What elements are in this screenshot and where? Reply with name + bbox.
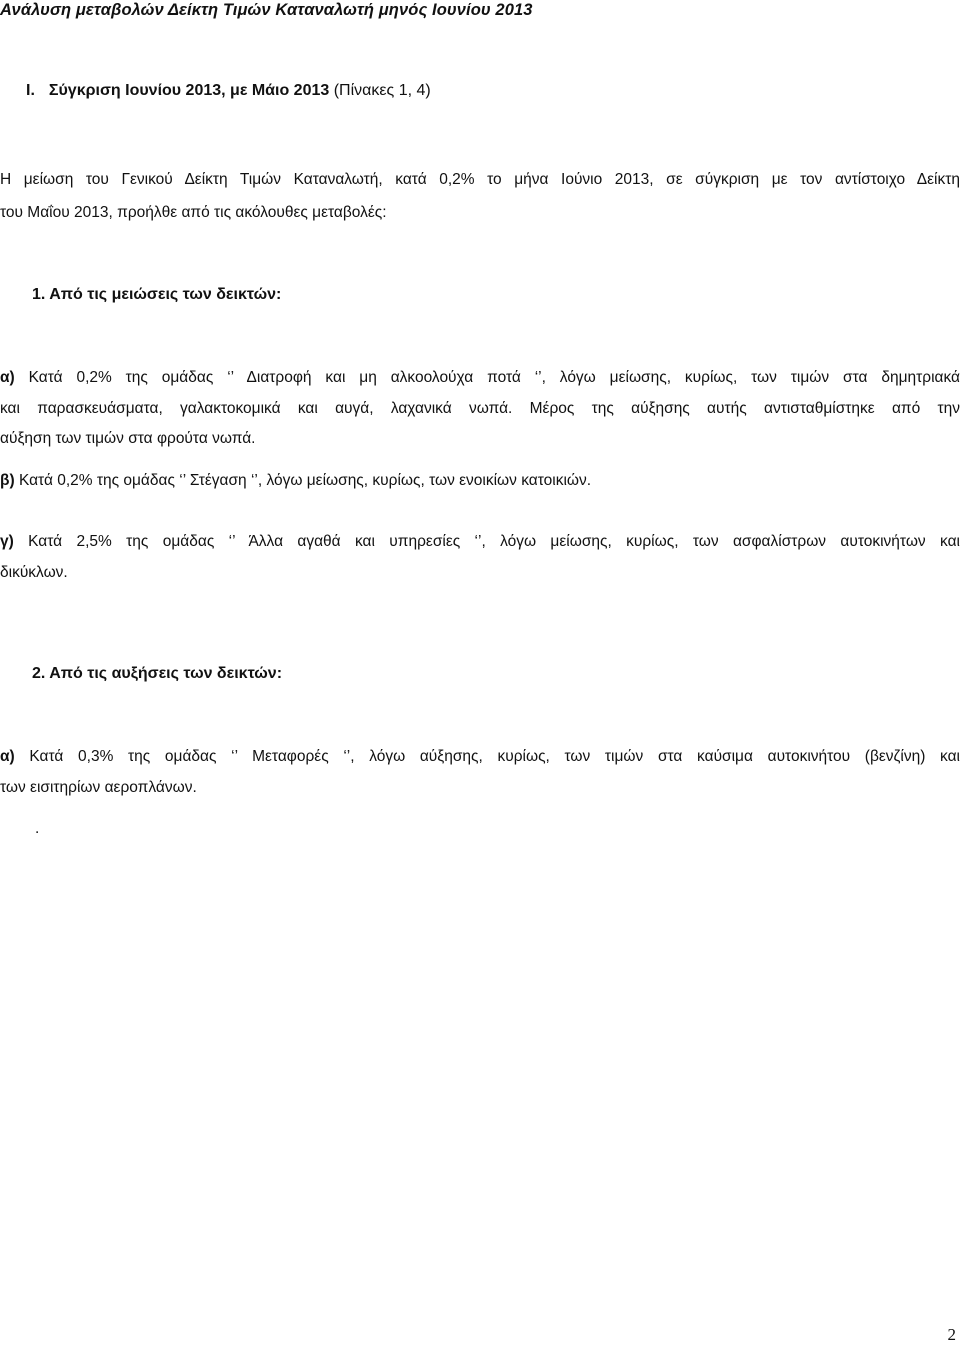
decrease-c-line-1 [0, 533, 960, 551]
section-heading-bold: Σύγκριση Ιουνίου 2013, με Μάιο 2013 [48, 82, 330, 99]
document-title: Ανάλυση μεταβολών Δείκτη Τιμών Καταναλωτή μηνός Ιουνίου 2013 [0, 1, 533, 19]
decrease-b-label: β) [0, 472, 15, 489]
section-heading-rest: (Πίνακες 1, 4) [329, 82, 431, 99]
decrease-c-text-1: Κατά 2,5% της ομάδας ‘’ Άλλα αγαθά και υπηρεσίες ‘’, λόγω μείωσης, κυρίως, των ασφαλίστρων αυτοκινήτων και [28, 533, 960, 550]
increases-heading: 2. Από τις αυξήσεις των δεικτών: [32, 665, 283, 682]
decreases-heading: 1. Από τις μειώσεις των δεικτών: [32, 286, 282, 303]
decrease-a-text-1: Κατά 0,2% της ομάδας ‘’ Διατροφή και μη αλκοολούχα ποτά ‘’, λόγω μείωσης, κυρίως, των τιμών στα δημητριακά [28, 369, 960, 386]
trailing-dot: . [35, 820, 40, 837]
increase-a-line-1 [0, 748, 960, 766]
decrease-a-label: α) [0, 369, 15, 386]
decrease-b-line-1 [0, 472, 960, 490]
decrease-a-line-2: και παρασκευάσματα, γαλακτοκομικά και αυγά, λαχανικά νωπά. Μέρος της αύξησης αυτής αντισταθμίστηκε από την [0, 400, 960, 417]
intro-line-2: του Μαΐου 2013, προήλθε από τις ακόλουθες μεταβολές: [0, 204, 387, 221]
decrease-c-label: γ) [0, 533, 14, 550]
increase-a-label: α) [0, 748, 15, 765]
section-heading [26, 82, 431, 100]
increase-a-text-1: Κατά 0,3% της ομάδας ‘’ Μεταφορές ‘’, λόγω αύξησης, κυρίως, των τιμών στα καύσιμα αυτοκινήτου (βενζίνη) και [29, 748, 960, 765]
decrease-c-line-2: δικύκλων. [0, 564, 68, 581]
increase-a-line-2: των εισιτηρίων αεροπλάνων. [0, 779, 197, 796]
page-number: 2 [947, 1325, 956, 1344]
decrease-a-line-1 [0, 369, 960, 387]
section-number: Ι. [26, 82, 35, 99]
decrease-b-text-1: Κατά 0,2% της ομάδας ‘’ Στέγαση ‘’, λόγω μείωσης, κυρίως, των ενοικίων κατοικιών. [18, 472, 592, 489]
decrease-a-line-3: αύξηση των τιμών στα φρούτα νωπά. [0, 430, 256, 447]
intro-line-1: Η μείωση του Γενικού Δείκτη Τιμών Καταναλωτή, κατά 0,2% το μήνα Ιούνιο 2013, σε σύγκριση με τον αντίστοιχο Δείκτη [0, 171, 960, 188]
